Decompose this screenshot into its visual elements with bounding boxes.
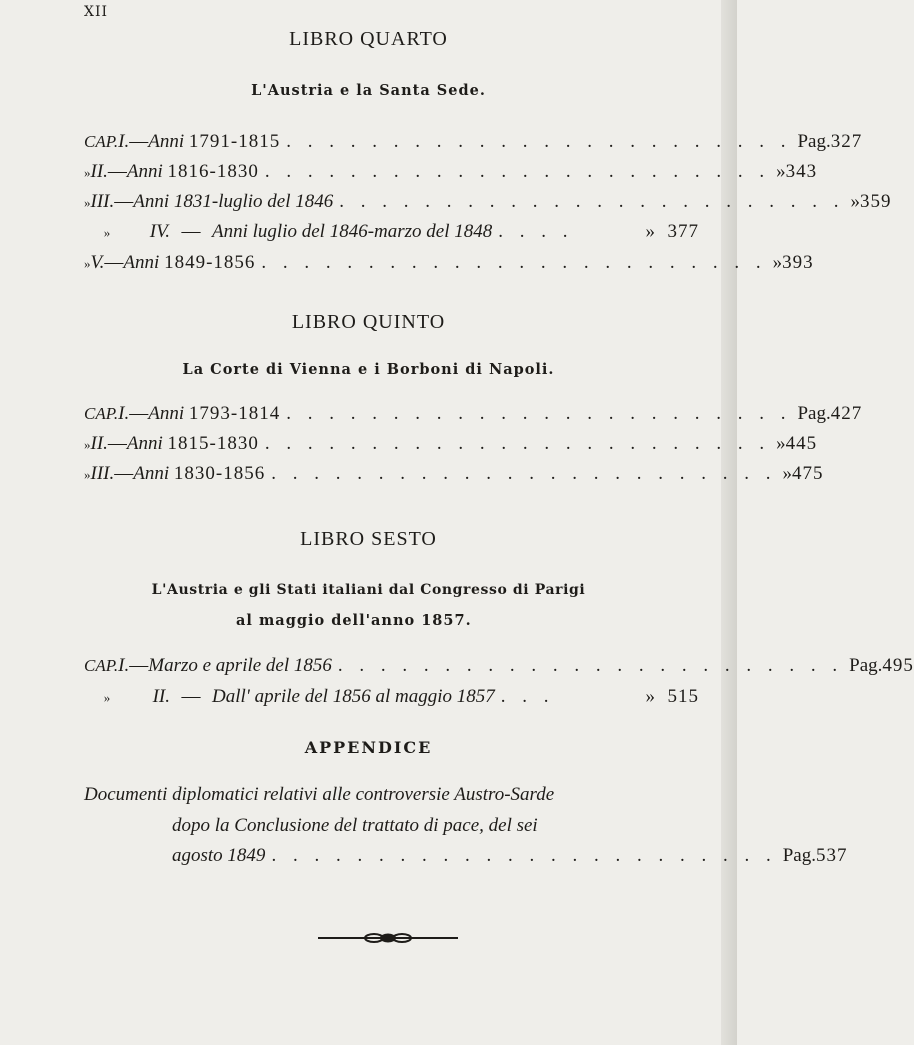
toc-entry[interactable] (84, 131, 863, 159)
pag-label: Pag. (797, 403, 831, 424)
pag-label: Pag. (782, 845, 816, 866)
chapter-numeral: III. (90, 463, 115, 484)
pag-label: » (776, 161, 786, 182)
page-ref: 427 (830, 403, 863, 424)
anni-label: Anni (126, 161, 163, 182)
ornament-divider-icon (318, 928, 458, 948)
chapter-numeral: I. (118, 131, 130, 152)
page-ref: 327 (830, 131, 863, 152)
appendix-line-3: agosto 1849 (172, 845, 266, 866)
ditto-mark: » (103, 690, 111, 705)
libro-sesto-subtitle-line1: L'Austria e gli Stati italiani dal Congresso di Parigi (151, 582, 586, 598)
anni-label: Anni (148, 403, 185, 424)
page-ref: 359 (860, 191, 892, 212)
chapter-title: 1793-1814 (188, 403, 281, 424)
ditto-mark: » (84, 437, 91, 452)
chapter-title: 1816-1830 (167, 161, 259, 182)
chapter-title: 1830-1856 (173, 463, 266, 484)
cap-label: CAP. (84, 404, 119, 423)
anni-label: Anni (126, 433, 163, 454)
page-ref: 495 (882, 655, 914, 676)
libro-quinto-heading: LIBRO QUINTO (291, 311, 446, 333)
toc-entry[interactable] (84, 463, 824, 491)
chapter-numeral: II. (152, 686, 170, 707)
dash: — (181, 686, 201, 707)
dash: — (181, 221, 201, 242)
libro-sesto-subtitle-line2: al maggio dell'anno 1857. (236, 612, 472, 629)
cap-label: CAP. (84, 656, 119, 675)
pag-label: Pag. (849, 655, 883, 676)
toc-entry[interactable] (84, 433, 818, 461)
anni-label: Anni (148, 131, 185, 152)
dash: — (129, 655, 149, 676)
toc-entry[interactable] (84, 686, 699, 714)
anni-label: Anni (123, 252, 160, 273)
ditto-mark: » (84, 256, 91, 271)
dash: — (114, 463, 134, 484)
toc-entry[interactable] (84, 252, 814, 280)
page-ref: 445 (785, 433, 818, 454)
chapter-numeral: I. (118, 655, 130, 676)
chapter-numeral: III. (90, 191, 115, 212)
dash: — (129, 403, 149, 424)
dash: — (107, 433, 127, 454)
page-ref: 515 (667, 686, 699, 707)
appendix-entry[interactable] (172, 845, 848, 873)
appendix-line-1: Documenti diplomatici relativi alle controversie Austro-Sarde (84, 784, 555, 805)
page-number: XII (84, 4, 109, 20)
leader-dots: . . . . . . . . . . . . . . . . . . . . . . . . (264, 433, 771, 454)
pag-label: » (782, 463, 792, 484)
chapter-title: 1791-1815 (188, 131, 281, 152)
dash: — (129, 131, 149, 152)
page-ref: 537 (815, 845, 848, 866)
ditto-mark: » (84, 165, 91, 180)
page-edge (721, 0, 737, 1045)
cap-label: CAP. (84, 132, 119, 151)
leader-dots: . . . . . . . . . . . . . . . . . . . . . . . . (286, 403, 792, 424)
chapter-numeral: II. (90, 433, 108, 454)
chapter-title: Marzo e aprile del 1856 (148, 655, 332, 676)
pag-label: » (850, 191, 861, 212)
ditto-mark: » (84, 467, 91, 482)
leader-dots: . . . . . . . . . . . . . . . . . . . . . . . . (271, 845, 777, 866)
pag-label: » (772, 252, 783, 273)
chapter-title: luglio del 1846-marzo del 1848 (252, 221, 493, 242)
libro-sesto-heading: LIBRO SESTO (300, 528, 437, 550)
page-ref: 393 (782, 252, 814, 273)
leader-dots: . . . . . . . . . . . . . . . . . . . . . . . . (261, 252, 767, 273)
appendix-line-2: dopo la Conclusione del trattato di pace, del sei (172, 815, 538, 836)
ditto-mark: » (84, 195, 91, 210)
chapter-title: 1831-luglio del 1846 (173, 191, 334, 212)
page-ref: 475 (791, 463, 824, 484)
chapter-title: 1849-1856 (164, 252, 256, 273)
pag-label: » (645, 221, 655, 242)
toc-entry[interactable] (84, 161, 818, 189)
leader-dots: . . . . . . . . . . . . . . . . . . . . . . . . (264, 161, 771, 182)
anni-label: Anni (133, 191, 170, 212)
leader-dots: . . . (500, 686, 555, 707)
dash: — (104, 252, 124, 273)
dash: — (107, 161, 127, 182)
anni-label: Anni (212, 221, 248, 242)
page-ref: 377 (667, 221, 699, 242)
pag-label: » (645, 686, 655, 707)
chapter-numeral: I. (118, 403, 130, 424)
appendix-heading: APPENDICE (304, 738, 433, 757)
libro-quarto-subtitle: L'Austria e la Santa Sede. (251, 82, 486, 99)
leader-dots: . . . . . . . . . . . . . . . . . . . . . . . . (339, 191, 845, 212)
leader-dots: . . . . . . . . . . . . . . . . . . . . . . . . (271, 463, 777, 484)
toc-entry[interactable] (84, 403, 863, 431)
dash: — (114, 191, 134, 212)
chapter-title: 1815-1830 (167, 433, 259, 454)
toc-entry[interactable] (84, 191, 892, 219)
libro-quinto-subtitle: La Corte di Vienna e i Borboni di Napoli. (182, 361, 555, 378)
leader-dots: . . . . (498, 221, 574, 242)
pag-label: Pag. (797, 131, 831, 152)
chapter-title: Dall' aprile del 1856 al maggio 1857 (212, 686, 495, 707)
chapter-numeral: V. (90, 252, 105, 273)
toc-entry[interactable] (84, 221, 699, 249)
page-ref: 343 (785, 161, 818, 182)
chapter-numeral: IV. (149, 221, 170, 242)
chapter-numeral: II. (90, 161, 108, 182)
leader-dots: . . . . . . . . . . . . . . . . . . . . . . . . (337, 655, 844, 676)
anni-label: Anni (133, 463, 170, 484)
leader-dots: . . . . . . . . . . . . . . . . . . . . . . . . (286, 131, 792, 152)
libro-quarto-heading: LIBRO QUARTO (289, 28, 448, 50)
pag-label: » (776, 433, 786, 454)
toc-entry[interactable] (84, 655, 914, 683)
ditto-mark: » (103, 225, 111, 240)
